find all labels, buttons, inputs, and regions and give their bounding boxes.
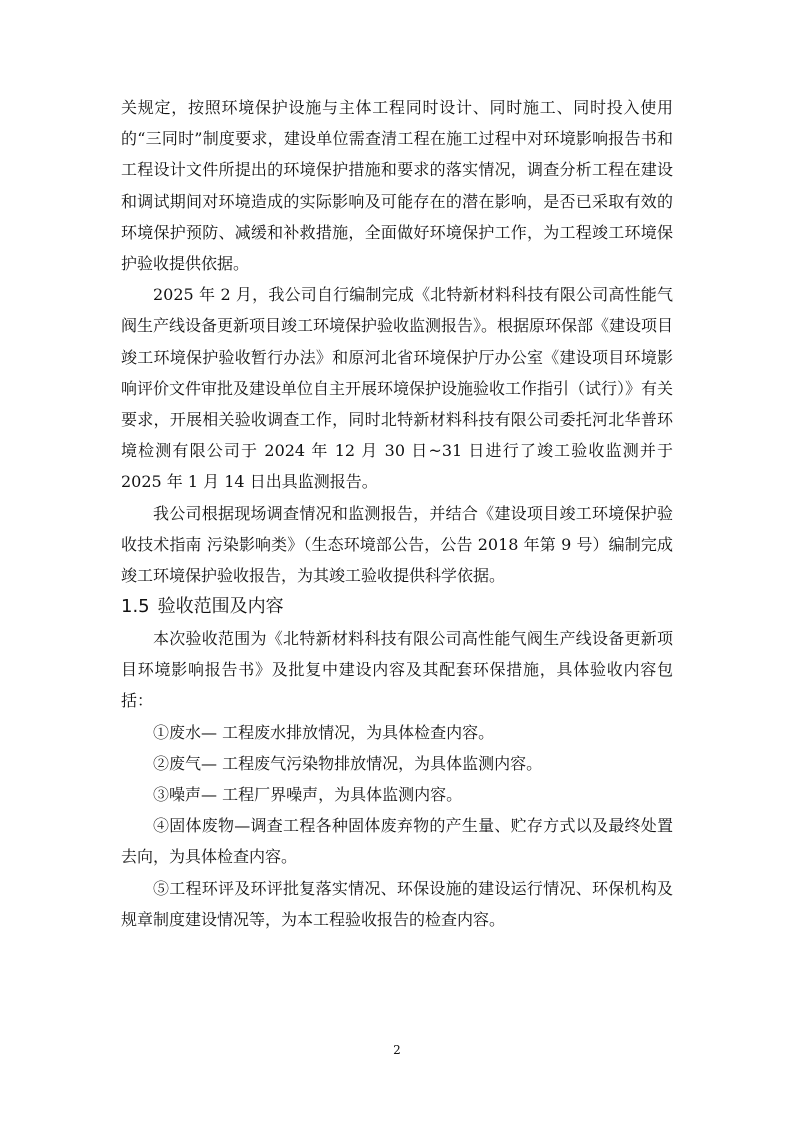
list-item-noise: ③噪声— 工程厂界噪声，为具体监测内容。 [153,785,463,805]
paragraph-scope: 本次验收范围为《北特新材料科技有限公司高性能气阀生产线设备更新项目环境影响报告书》及批复中建设内容及其配套环保措施，具体验收内容包括： [121,629,673,711]
list-item-wastewater: ①废水— 工程废水排放情况，为具体检查内容。 [153,722,495,742]
section-text-block [121,623,673,935]
page-number: 2 [393,1043,401,1057]
paragraph-continuation: 关规定，按照环境保护设施与主体工程同时设计、同时施工、同时投入使用的“三同时”制度要求，建设单位需查清工程在施工过程中对环境影响报告书和工程设计文件所提出的环境保护措施和要求的落实情况，调查分析工程在建设和调试期间对环境造成的实际影响及可能存在的潜在影响，是否已采取有效的环境保护预防、减缓和补救措施，全面做好环境保护工作，为工程竣工环境保护验收提供依据。 [121,98,673,274]
list-item-exhaust-gas: ②废气— 工程废气污染物排放情况，为具体监测内容。 [153,753,543,773]
list-item-eia-implementation: ⑤工程环评及环评批复落实情况、环保设施的建设运行情况、环保机构及规章制度建设情况等，为本工程验收报告的检查内容。 [121,878,673,929]
section-heading [121,593,284,621]
section-number: 1.5 [121,596,150,617]
paragraph-report-compilation: 2025 年 2 月，我公司自行编制完成《北特新材料科技有限公司高性能气阀生产线设备更新项目竣工环境保护验收监测报告》。根据原环保部《建设项目竣工环境保护验收暂行办法》和原河北省环境保护厅办公室《建设项目环境影响评价文件审批及建设单位自主开展环境保护设施验收工作指引（试行）》有关要求，开展相关验收调查工作，同时北特新材料科技有限公司委托河北华普环境检测有限公司于 2024 年 12 月 30 日~31 日进行了竣工验收监测并于 2025 年 1 月 14 日出具监测报告。 [121,285,674,492]
paragraph-report-basis: 我公司根据现场调查情况和监测报告，并结合《建设项目竣工环境保护验收技术指南 污染影响类》（生态环境部公告，公告 2018 年第 9 号）编制完成竣工环境保护验收报告，为其竣工验收提供科学依据。 [121,503,673,586]
list-item-solid-waste: ④固体废物—调查工程各种固体废弃物的产生量、贮存方式以及最终处置去向，为具体检查内容。 [121,816,673,867]
section-title: 验收范围及内容 [157,596,284,617]
top-text-block [121,92,673,591]
